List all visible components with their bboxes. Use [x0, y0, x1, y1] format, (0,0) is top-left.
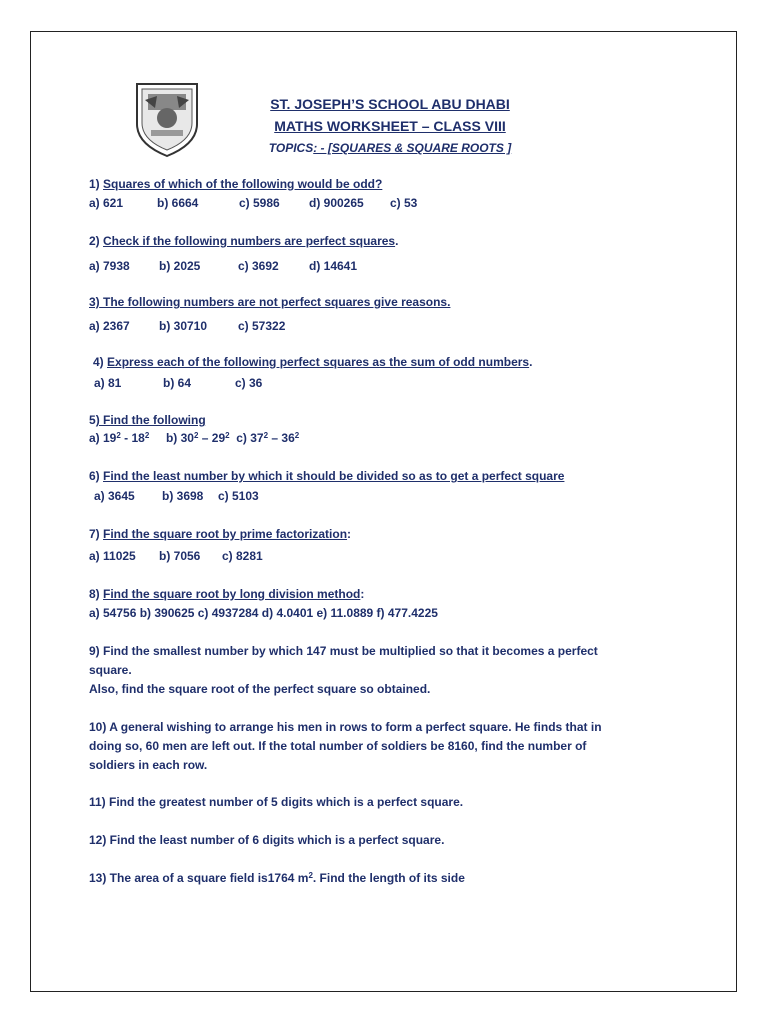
exponent: 2	[225, 431, 230, 440]
question-text: ) Find the following	[95, 413, 206, 427]
option: c) 53	[390, 196, 418, 210]
question-text: Check if the following numbers are perfect squares	[103, 234, 396, 248]
option: a) 2367	[89, 319, 130, 333]
question-text: 13) The area of a square field is1764 m	[89, 871, 309, 885]
question-12: 12) Find the least number of 6 digits which is a perfect square.	[89, 833, 445, 847]
question-10-line-2: doing so, 60 men are left out. If the total number of soldiers be 8160, find the number of	[89, 739, 587, 753]
option: b) 6664	[157, 196, 199, 210]
topics-label: TOPICS	[268, 141, 314, 155]
question-number: 8)	[89, 587, 100, 601]
question-tail: .	[395, 234, 399, 248]
option: a) 7938	[89, 259, 130, 273]
option: c) 36	[235, 376, 263, 390]
option: c) 37	[236, 431, 264, 445]
option: a) 621	[89, 196, 124, 210]
option: a) 3645	[94, 489, 135, 503]
question-number: 3)	[89, 295, 100, 309]
question-number: 2)	[89, 234, 100, 248]
school-name: ST. JOSEPH’S SCHOOL ABU DHABI	[270, 96, 510, 112]
question-tail: .	[529, 355, 533, 369]
question-text: . Find the length of its side	[312, 871, 465, 885]
question-number: 1)	[89, 177, 100, 191]
option: c) 5986	[239, 196, 280, 210]
question-5	[89, 413, 206, 427]
option: b) 30	[165, 431, 194, 445]
question-8	[89, 587, 364, 601]
question-tail: :	[360, 587, 365, 601]
question-text: Find the square root by prime factorization	[103, 527, 348, 541]
option: a) 11025	[89, 549, 136, 563]
question-tail: :	[347, 527, 352, 541]
question-text: Express each of the following perfect squares as the sum of odd numbers	[107, 355, 530, 369]
option: c) 5103	[218, 489, 259, 503]
question-text: The following numbers are not perfect squares give reasons.	[103, 295, 451, 309]
question-10-line-3: soldiers in each row.	[89, 758, 208, 772]
question-6	[89, 469, 564, 483]
option: a) 81	[94, 376, 122, 390]
option: a) 54756 b) 390625 c) 4937284 d) 4.0401 e) 11.0889 f) 477.4225	[89, 606, 438, 620]
option: - 18	[120, 431, 145, 445]
question-7	[89, 527, 351, 541]
topics-value: : - [SQUARES & SQUARE ROOTS ]	[313, 141, 512, 155]
question-text: Find the least number by which it should be divided so as to get a perfect square	[103, 469, 565, 483]
question-text: Find the square root by long division method	[103, 587, 361, 601]
option: b) 3698	[162, 489, 204, 503]
option: b) 7056	[159, 549, 201, 563]
question-number: 7)	[89, 527, 100, 541]
question-number: 5	[89, 413, 96, 427]
exponent: 2	[116, 431, 121, 440]
option: d) 900265	[309, 196, 364, 210]
option: d) 14641	[309, 259, 358, 273]
option: c) 57322	[238, 319, 286, 333]
exponent: 2	[193, 431, 199, 440]
option: c) 8281	[222, 549, 263, 563]
question-9-line-1: 9) Find the smallest number by which 147 must be multiplied so that it becomes a perfect	[89, 644, 598, 658]
exponent: 2	[263, 431, 269, 440]
topics-line	[190, 141, 590, 155]
question-13	[89, 871, 465, 885]
page-border	[30, 31, 737, 992]
option: – 29	[198, 431, 226, 445]
question-11: 11) Find the greatest number of 5 digits which is a perfect square.	[89, 795, 464, 809]
question-2	[89, 234, 398, 248]
question-9-line-2: square.	[89, 663, 132, 677]
option: – 36	[268, 431, 295, 445]
exponent: 2	[308, 871, 313, 880]
question-3	[89, 295, 450, 309]
question-4	[93, 355, 532, 369]
worksheet-title: MATHS WORKSHEET – CLASS VIII	[274, 118, 506, 134]
question-number: 6)	[89, 469, 100, 483]
question-text: Squares of which of the following would be odd?	[103, 177, 383, 191]
option: b) 2025	[159, 259, 201, 273]
exponent: 2	[294, 431, 300, 440]
question-10-line-1: 10) A general wishing to arrange his men in rows to form a perfect square. He finds that in	[89, 720, 602, 734]
options-row-5	[89, 431, 299, 445]
question-9-line-3: Also, find the square root of the perfect square so obtained.	[89, 682, 431, 696]
option: a) 19	[89, 431, 117, 445]
question-number: 4)	[93, 355, 104, 369]
option: c) 3692	[238, 259, 279, 273]
question-1	[89, 177, 382, 191]
exponent: 2	[144, 431, 150, 440]
option: b) 64	[163, 376, 192, 390]
option: b) 30710	[159, 319, 208, 333]
